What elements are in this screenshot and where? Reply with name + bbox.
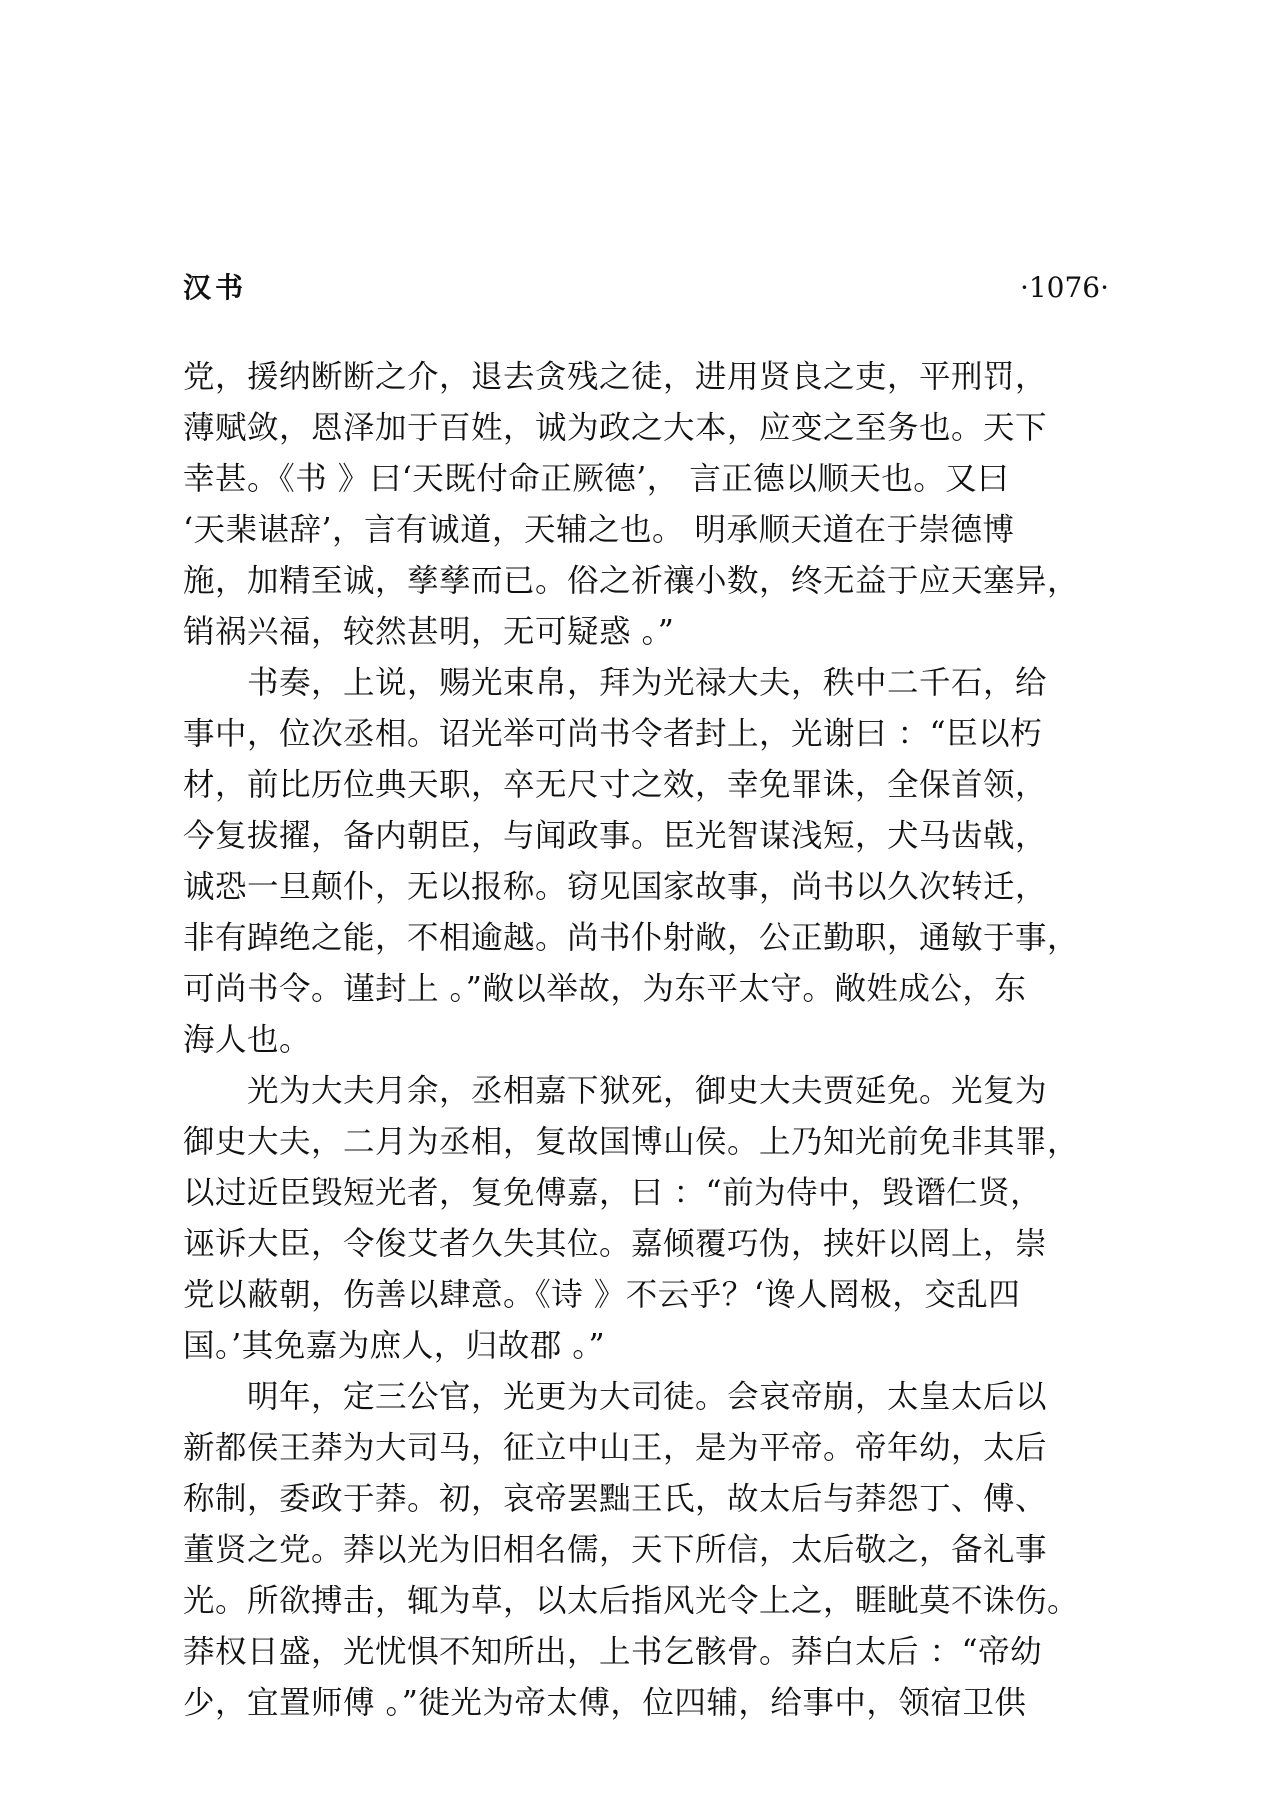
text-line: 非有踔绝之能，不相逾越。尚书仆射敞，公正勤职，通敏于事， (183, 920, 1080, 956)
text-line: 董贤之党。莽以光为旧相名儒，天下所信，太后敬之，备礼事 (183, 1532, 1048, 1568)
text-line: 幸甚。《书 》曰‘天既付命正厥德’， 言正德以顺天也。又曰 (183, 461, 1010, 497)
text-line: 莽权日盛，光忧惧不知所出，上书乞骸骨。莽白太后 ：“帝幼 (183, 1634, 1043, 1670)
text-line: 少，宜置师傅 。”徙光为帝太傅，位四辅，给事中，领宿卫供 (183, 1685, 1027, 1721)
text-line: 党以蔽朝，伤善以肆意。《诗 》不云乎？‘谗人罔极，交乱四 (183, 1277, 1021, 1313)
text-line: 薄赋敛，恩泽加于百姓，诚为政之大本，应变之至务也。天下 (183, 410, 1048, 446)
text-line: 御史大夫，二月为丞相，复故国博山侯。上乃知光前免非其罪， (183, 1124, 1080, 1160)
text-line: 称制，委政于莽。初，哀帝罢黜王氏，故太后与莽怨丁、傅、 (183, 1481, 1048, 1517)
text-line: 诬诉大臣，令俊艾者久失其位。嘉倾覆巧伪，挟奸以罔上，崇 (183, 1226, 1048, 1262)
text-line: 材，前比历位典天职，卒无尺寸之效，幸免罪诛，全保首领， (183, 767, 1048, 803)
page-number: ·1076· (1019, 271, 1109, 304)
text-line: 以过近臣毁短光者，复免傅嘉，曰 ：“前为侍中，毁谮仁贤， (183, 1175, 1043, 1211)
text-line: 光为大夫月余，丞相嘉下狱死，御史大夫贾延免。光复为 (183, 1073, 1048, 1109)
text-line: 可尚书令。谨封上 。”敞以举故，为东平太守。敞姓成公，东 (183, 971, 1027, 1007)
text-line: 党，援纳断断之介，退去贪残之徒，进用贤良之吏，平刑罚， (183, 359, 1048, 395)
text-line: ‘天棐谌辞’，言有诚道，天辅之也。 明承顺天道在于崇德博 (183, 512, 1015, 548)
text-line: 国。’其免嘉为庶人，归故郡 。” (183, 1328, 606, 1364)
text-line: 施，加精至诚，孳孳而已。俗之祈禳小数，终无益于应天塞异， (183, 563, 1080, 599)
text-line: 销祸兴福，较然甚明，无可疑惑 。” (183, 614, 675, 650)
text-line: 海人也。 (183, 1022, 312, 1058)
body-text (183, 352, 1113, 1729)
text-line: 诚恐一旦颠仆，无以报称。窃见国家故事，尚书以久次转迁， (183, 869, 1048, 905)
text-line: 事中，位次丞相。诏光举可尚书令者封上，光谢曰 ：“臣以朽 (183, 716, 1043, 752)
text-line: 光。所欲搏击，辄为草，以太后指风光令上之，睚眦莫不诛伤。 (183, 1583, 1080, 1619)
book-title: 汉书 (183, 271, 248, 304)
text-line: 新都侯王莽为大司马，征立中山王，是为平帝。帝年幼，太后 (183, 1430, 1048, 1466)
text-line: 明年，定三公官，光更为大司徒。会哀帝崩，太皇太后以 (183, 1379, 1048, 1415)
text-line: 今复拔擢，备内朝臣，与闻政事。臣光智谋浅短，犬马齿㦸， (183, 818, 1048, 854)
text-line: 书奏，上说，赐光束帛，拜为光禄大夫，秩中二千石，给 (183, 665, 1048, 701)
